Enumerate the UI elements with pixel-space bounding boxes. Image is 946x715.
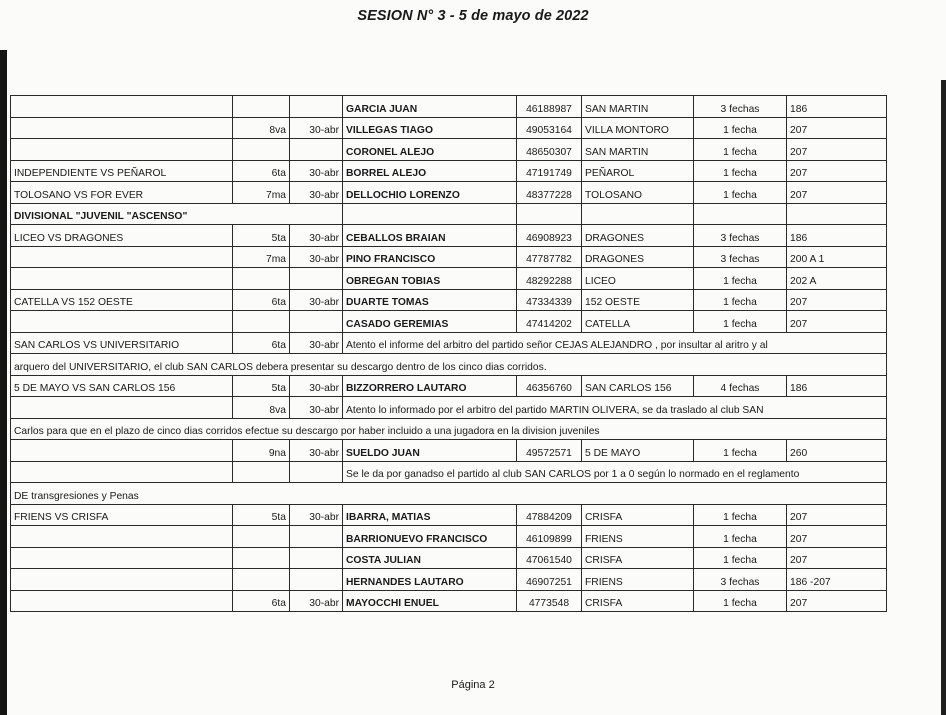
note-continuation: arquero del UNIVERSITARIO, el club SAN CARLOS debera presentar su descargo dentro de los cinco dias corridos. xyxy=(11,354,887,376)
article-cell: 186 -207 xyxy=(787,569,887,591)
date-cell: 30-abr xyxy=(290,289,343,311)
sanction-cell: 3 fechas xyxy=(694,96,787,118)
match-cell: FRIENS VS CRISFA xyxy=(11,504,233,526)
date-cell: 30-abr xyxy=(290,225,343,247)
club-cell: CRISFA xyxy=(582,590,694,612)
fecha-cell: 6ta xyxy=(233,160,290,182)
match-cell xyxy=(11,246,233,268)
date-cell xyxy=(290,569,343,591)
match-cell xyxy=(11,547,233,569)
club-cell: VILLA MONTORO xyxy=(582,117,694,139)
page-number: Página 2 xyxy=(451,679,495,691)
sanction-cell: 3 fechas xyxy=(694,246,787,268)
date-cell: 30-abr xyxy=(290,117,343,139)
dni-cell: 47414202 xyxy=(517,311,582,333)
dni-cell: 47787782 xyxy=(517,246,582,268)
fecha-cell: 5ta xyxy=(233,375,290,397)
player-name-cell: CORONEL ALEJO xyxy=(343,139,517,161)
match-cell: INDEPENDIENTE VS PEÑAROL xyxy=(11,160,233,182)
date-cell xyxy=(290,311,343,333)
table-row xyxy=(11,397,887,419)
empty-cell xyxy=(694,203,787,225)
date-cell: 30-abr xyxy=(290,375,343,397)
club-cell: DRAGONES xyxy=(582,246,694,268)
dni-cell: 48650307 xyxy=(517,139,582,161)
table-row xyxy=(11,117,887,139)
match-cell xyxy=(11,440,233,462)
player-name-cell: SUELDO JUAN xyxy=(343,440,517,462)
match-cell xyxy=(11,526,233,548)
article-cell: 186 xyxy=(787,375,887,397)
club-cell: DRAGONES xyxy=(582,225,694,247)
table-row xyxy=(11,354,887,376)
club-cell: TOLOSANO xyxy=(582,182,694,204)
match-cell xyxy=(11,268,233,290)
player-name-cell: CEBALLOS BRAIAN xyxy=(343,225,517,247)
sanctions-table xyxy=(10,95,887,612)
table-row xyxy=(11,332,887,354)
table-row xyxy=(11,289,887,311)
dni-cell: 46908923 xyxy=(517,225,582,247)
dni-cell: 47884209 xyxy=(517,504,582,526)
article-cell: 260 xyxy=(787,440,887,462)
date-cell: 30-abr xyxy=(290,440,343,462)
empty-cell xyxy=(787,203,887,225)
club-cell: FRIENS xyxy=(582,569,694,591)
player-name-cell: VILLEGAS TIAGO xyxy=(343,117,517,139)
sanction-cell: 4 fechas xyxy=(694,375,787,397)
table-row xyxy=(11,569,887,591)
fecha-cell: 6ta xyxy=(233,289,290,311)
table-row xyxy=(11,483,887,505)
table-row xyxy=(11,160,887,182)
club-cell: FRIENS xyxy=(582,526,694,548)
page-title: SESION N° 3 - 5 de mayo de 2022 xyxy=(357,8,589,24)
dni-cell: 49572571 xyxy=(517,440,582,462)
fecha-cell: 7ma xyxy=(233,182,290,204)
match-cell xyxy=(11,569,233,591)
match-cell: SAN CARLOS VS UNIVERSITARIO xyxy=(11,332,233,354)
scan-edge-right xyxy=(941,80,946,715)
note-continuation: Carlos para que en el plazo de cinco dias corridos efectue su descargo por haber incluido a una jugadora en la division juveniles xyxy=(11,418,887,440)
player-name-cell: BARRIONUEVO FRANCISCO xyxy=(343,526,517,548)
note-cell: Atento lo informado por el arbitro del partido MARTIN OLIVERA, se da traslado al club SAN xyxy=(343,397,887,419)
sanction-cell: 3 fechas xyxy=(694,569,787,591)
table-row xyxy=(11,440,887,462)
sanction-cell: 1 fecha xyxy=(694,139,787,161)
empty-cell xyxy=(582,203,694,225)
empty-cell xyxy=(517,203,582,225)
club-cell: CRISFA xyxy=(582,504,694,526)
article-cell: 207 xyxy=(787,590,887,612)
player-name-cell: COSTA JULIAN xyxy=(343,547,517,569)
article-cell: 200 A 1 xyxy=(787,246,887,268)
fecha-cell: 5ta xyxy=(233,504,290,526)
empty-cell xyxy=(343,203,517,225)
player-name-cell: DELLOCHIO LORENZO xyxy=(343,182,517,204)
date-cell: 30-abr xyxy=(290,397,343,419)
match-cell xyxy=(11,139,233,161)
club-cell: SAN CARLOS 156 xyxy=(582,375,694,397)
table-row xyxy=(11,246,887,268)
dni-cell: 46356760 xyxy=(517,375,582,397)
fecha-cell: 8va xyxy=(233,397,290,419)
player-name-cell: GARCIA JUAN xyxy=(343,96,517,118)
table-row xyxy=(11,311,887,333)
club-cell: SAN MARTIN xyxy=(582,139,694,161)
dni-cell: 46188987 xyxy=(517,96,582,118)
fecha-cell xyxy=(233,526,290,548)
club-cell: SAN MARTIN xyxy=(582,96,694,118)
player-name-cell: OBREGAN TOBIAS xyxy=(343,268,517,290)
match-cell xyxy=(11,397,233,419)
article-cell: 207 xyxy=(787,182,887,204)
note-continuation: DE transgresiones y Penas xyxy=(11,483,887,505)
table-row xyxy=(11,139,887,161)
dni-cell: 47061540 xyxy=(517,547,582,569)
fecha-cell: 6ta xyxy=(233,590,290,612)
table-row xyxy=(11,418,887,440)
sanction-cell: 1 fecha xyxy=(694,311,787,333)
article-cell: 207 xyxy=(787,160,887,182)
table-row xyxy=(11,526,887,548)
fecha-cell xyxy=(233,268,290,290)
date-cell: 30-abr xyxy=(290,332,343,354)
article-cell: 207 xyxy=(787,526,887,548)
fecha-cell: 9na xyxy=(233,440,290,462)
club-cell: LICEO xyxy=(582,268,694,290)
note-cell: Se le da por ganadso el partido al club SAN CARLOS por 1 a 0 según lo normado en el reglamento xyxy=(343,461,887,483)
player-name-cell: PINO FRANCISCO xyxy=(343,246,517,268)
sanction-cell: 1 fecha xyxy=(694,590,787,612)
date-cell xyxy=(290,96,343,118)
note-cell: Atento el informe del arbitro del partido señor CEJAS ALEJANDRO , por insultar al aritro y al xyxy=(343,332,887,354)
match-cell xyxy=(11,117,233,139)
article-cell: 186 xyxy=(787,225,887,247)
sanction-cell: 1 fecha xyxy=(694,289,787,311)
player-name-cell: DUARTE TOMAS xyxy=(343,289,517,311)
player-name-cell: MAYOCCHI ENUEL xyxy=(343,590,517,612)
dni-cell: 49053164 xyxy=(517,117,582,139)
fecha-cell xyxy=(233,547,290,569)
sanction-cell: 1 fecha xyxy=(694,160,787,182)
date-cell xyxy=(290,268,343,290)
fecha-cell xyxy=(233,139,290,161)
dni-cell: 46907251 xyxy=(517,569,582,591)
club-cell: CATELLA xyxy=(582,311,694,333)
article-cell: 186 xyxy=(787,96,887,118)
sanction-cell: 1 fecha xyxy=(694,440,787,462)
match-cell: CATELLA VS 152 OESTE xyxy=(11,289,233,311)
date-cell: 30-abr xyxy=(290,182,343,204)
table-row xyxy=(11,375,887,397)
sanction-cell: 1 fecha xyxy=(694,504,787,526)
match-cell xyxy=(11,96,233,118)
article-cell: 207 xyxy=(787,117,887,139)
fecha-cell: 6ta xyxy=(233,332,290,354)
article-cell: 207 xyxy=(787,504,887,526)
sanction-cell: 1 fecha xyxy=(694,547,787,569)
dni-cell: 4773548 xyxy=(517,590,582,612)
fecha-cell: 8va xyxy=(233,117,290,139)
match-cell: TOLOSANO VS FOR EVER xyxy=(11,182,233,204)
dni-cell: 47191749 xyxy=(517,160,582,182)
table-row xyxy=(11,590,887,612)
table-row xyxy=(11,504,887,526)
table-row xyxy=(11,547,887,569)
match-cell xyxy=(11,461,233,483)
article-cell: 202 A xyxy=(787,268,887,290)
sanction-cell: 1 fecha xyxy=(694,117,787,139)
club-cell: CRISFA xyxy=(582,547,694,569)
sanction-cell: 1 fecha xyxy=(694,268,787,290)
article-cell: 207 xyxy=(787,289,887,311)
sanction-cell: 3 fechas xyxy=(694,225,787,247)
table-row xyxy=(11,461,887,483)
fecha-cell: 5ta xyxy=(233,225,290,247)
table-row xyxy=(11,225,887,247)
fecha-cell xyxy=(233,96,290,118)
scan-edge-left xyxy=(0,50,7,715)
dni-cell: 46109899 xyxy=(517,526,582,548)
match-cell xyxy=(11,590,233,612)
player-name-cell: CASADO GEREMIAS xyxy=(343,311,517,333)
date-cell xyxy=(290,139,343,161)
table-row xyxy=(11,182,887,204)
table-row xyxy=(11,203,887,225)
player-name-cell: HERNANDES LAUTARO xyxy=(343,569,517,591)
date-cell: 30-abr xyxy=(290,160,343,182)
player-name-cell: BORREL ALEJO xyxy=(343,160,517,182)
fecha-cell: 7ma xyxy=(233,246,290,268)
dni-cell: 48377228 xyxy=(517,182,582,204)
date-cell xyxy=(290,461,343,483)
date-cell: 30-abr xyxy=(290,504,343,526)
date-cell: 30-abr xyxy=(290,590,343,612)
match-cell xyxy=(11,311,233,333)
club-cell: 5 DE MAYO xyxy=(582,440,694,462)
match-cell: 5 DE MAYO VS SAN CARLOS 156 xyxy=(11,375,233,397)
article-cell: 207 xyxy=(787,547,887,569)
player-name-cell: IBARRA, MATIAS xyxy=(343,504,517,526)
section-heading: DIVISIONAL "JUVENIL "ASCENSO" xyxy=(11,203,343,225)
date-cell xyxy=(290,526,343,548)
match-cell: LICEO VS DRAGONES xyxy=(11,225,233,247)
article-cell: 207 xyxy=(787,311,887,333)
player-name-cell: BIZZORRERO LAUTARO xyxy=(343,375,517,397)
club-cell: 152 OESTE xyxy=(582,289,694,311)
sanction-cell: 1 fecha xyxy=(694,182,787,204)
fecha-cell xyxy=(233,311,290,333)
table-row xyxy=(11,268,887,290)
table-row xyxy=(11,96,887,118)
club-cell: PEÑAROL xyxy=(582,160,694,182)
fecha-cell xyxy=(233,461,290,483)
article-cell: 207 xyxy=(787,139,887,161)
dni-cell: 47334339 xyxy=(517,289,582,311)
fecha-cell xyxy=(233,569,290,591)
sanction-cell: 1 fecha xyxy=(694,526,787,548)
dni-cell: 48292288 xyxy=(517,268,582,290)
date-cell: 30-abr xyxy=(290,246,343,268)
date-cell xyxy=(290,547,343,569)
